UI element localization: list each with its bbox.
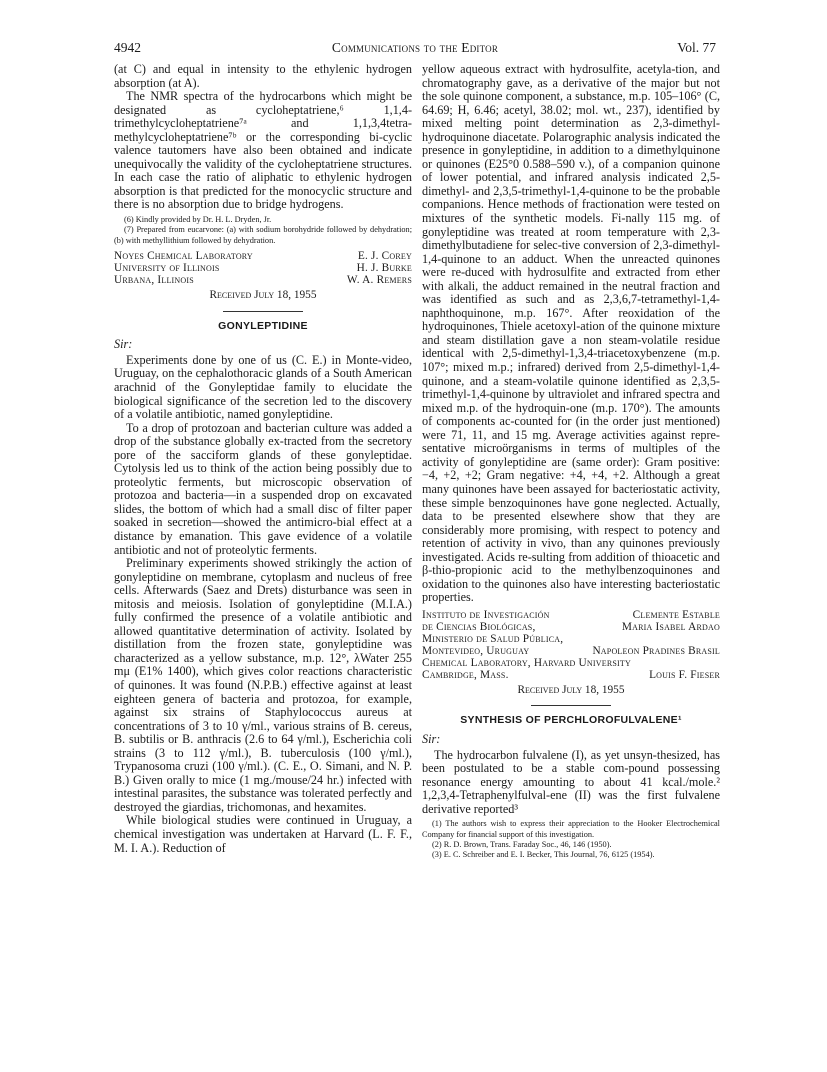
affiliation-line: University of Illinois <box>114 262 220 275</box>
body-paragraph: To a drop of protozoan and bacterian culture was added a drop of the substance globally ex-tracted from the secretory pore of the sacciform glands of these gonyleptidae. Cytolysis led us to think of the action being possibly due to proteolytic ferments, but microscopic observation of protozoa and bacteria—in a suspended drop on excavated slides, the bottom of which had a small disc of filter paper soaked in secretion—showed the antimicro-bial effect at a distance by emanation. This gave evidence of a volatile antibiotic and not of proteolytic ferments. <box>114 420 412 557</box>
salutation: Sir: <box>422 731 441 746</box>
author-name: E. J. Corey <box>357 250 412 263</box>
affiliation-line: Ministerio de Salud Pública, <box>422 632 564 645</box>
footnote-1: (1) The authors wish to express their appreciation to the Hooker Electrochemical Company for financial support of this investigation. <box>422 819 720 839</box>
page-header <box>114 40 716 58</box>
affiliation-line: Noyes Chemical Laboratory <box>114 250 253 263</box>
author-name: Clemente Estable <box>632 608 720 621</box>
journal-section-title: Communications to the Editor <box>331 40 499 55</box>
right-column <box>422 63 720 861</box>
affiliation-block <box>114 250 412 286</box>
page-number: 4942 <box>114 40 141 55</box>
body-paragraph: yellow aqueous extract with hydrosulfite, acetyla-tion, and chromatography gave, as a derivative of the major but not the sole quinone component, a substance, m.p. 105–106° (C, 64.69; H, 6.46; acetyl, 38.02; mol. wt., 237), identified by mixed melting point determination as 2,3-dimethyl-hydroquinone diacetate. Polarographic analysis indicated the presence in gonyleptidine, in addition to a dimethylquinone or quinones (E25°0 0.588–590 v.), of a companion quinone of lower potential, and infrared analysis indicated 2,5-dimethyl- and 2,3,5-trimethyl-1,4-quinone to be the probable companions. Hence methods of fractionation were tested on mixtures of the synthetic models. Fi-nally 115 mg. of gonyleptidine was treated at room temperature with 2,3-dimethylbutadiene for selec-tive conversion of 2,3-dimethyl-1,4-quinone to an adduct. When the unreacted quinones were re-duced with hydrosulfite and extracted from ether with alkali, the adduct remained in the neutral fraction and was identified as such and as 2,3,6,7-tetramethyl-1,4-naphthoquinone, m.p. 167°. After reoxidation of the hydroquinones, Thiele acetoxyl-ation of the quinone mixture and steam distillation gave a non steam-volatile residue identical with 2,5-dimethyl-1,3,4-triacetoxybenzene (m.p. 107°; mixed m.p.; infrared) derived from 2,5-dimethyl-1,4-quinone, and a steam-volatile quinone identified as 2,3,5-trimethyl-1,4-quinone by ultraviolet and infrared spectra and mixed m.p. of the hydroquin-one (m.p. 170°). The amounts of components ac-counted for (in the order just mentioned) were 71, 11, and 15 mg. Average activities against repre-sentative microörganisms in terms of multiples of the activity of gonyleptidine are (same order): Gram positive: −4, +2, +2; Gram negative: +4, +4, +2. Although a great many quinones have been assayed for bacteriostatic activity, these simple benzoquinones have gone neglected. Actually, data to be presented elsewhere show that they are considerably more promising, with respect to potency and retention of activity in vivo, than any quinones previously investigated. Acids re-sulting from addition of thioacetic and β-thio-propionic acid to the methylbenzoquinones and oxidation to the quinones also have interesting bacteriostatic properties. <box>422 62 720 605</box>
body-paragraph: Preliminary experiments showed strikingly the action of gonyleptidine on membrane, cytoplasm and nucleus of free cells. Afterwards (Saez and Drets) disturbance was seen in mitosis and meiosis. Isolation of gonyleptidine (M.I.A.) fully confirmed the presence of a volatile antibiotic and allowed quantitative determination of activity. Isolated by distillation from the frozen state, gonyleptidine was characterized as a yellow substance, m.p. 12°, λWater 255 mμ (E1% 1400), which gives color reactions characteristic of quinones. It was found (N.P.B.) effective against at least eighteen genera of bacteria and protozoa, for example, against six strains of Staphylococcus aureus at concentrations of 3 to 10 γ/ml., various strains of B. cereus, B. subtilis or B. anthracis (2.6 to 64 γ/ml.), Escherichia coli strains (3 to 112 γ/ml.), B. tuberculosis (100 γ/ml.), Trypanosoma cruzi (100 γ/ml.). (C. E., O. Simani, and N. P. B.) Given orally to mice (1 mg./mouse/24 hr.) infected with intestinal parasites, the substance was tolerated perfectly and destroyed the giardias, trichomonas, and hexamites. <box>114 556 412 814</box>
volume-label: Vol. 77 <box>677 40 716 55</box>
affiliation-line: Montevideo, Uruguay <box>422 644 530 657</box>
footnote-3: (3) E. C. Schreiber and E. I. Becker, This Journal, 76, 6125 (1954). <box>432 850 655 860</box>
continuation-paragraph: (at C) and equal in intensity to the ethylenic hydrogen absorption (at A). <box>114 62 412 90</box>
article-title: GONYLEPTIDINE <box>218 319 308 332</box>
section-divider <box>223 311 303 312</box>
body-paragraph: Experiments done by one of us (C. E.) in Monte-video, Uruguay, on the cephalothoracic glands of a South American arachnid of the Gonyleptidae family to elucidate the biological significance of the secretion led to the discovery of a volatile antibiotic, named gonyleptidine. <box>114 352 412 422</box>
footnote-6: (6) Kindly provided by Dr. H. L. Dryden, Jr. <box>124 215 272 225</box>
received-date: Received July 18, 1955 <box>209 289 317 302</box>
section-divider <box>531 705 611 706</box>
affiliation-line: Urbana, Illinois <box>114 274 194 287</box>
body-paragraph: The hydrocarbon fulvalene (I), as yet unsyn-thesized, has been postulated to be a stable com-pound possessing resonance energy amounting to about 41 kcal./mole.² 1,2,3,4-Tetraphenylfulval-ene (II) was the first fulvalene derivative reported³ <box>422 747 720 816</box>
affiliation-line: Cambridge, Mass. <box>422 668 509 681</box>
left-column <box>114 63 412 855</box>
affiliation-block <box>422 609 720 681</box>
author-name: Napoleon Pradines Brasil <box>592 644 720 657</box>
author-name: Maria Isabel Ardao <box>621 620 720 633</box>
author-name: H. J. Burke <box>356 262 412 275</box>
author-name: Louis F. Fieser <box>649 668 720 681</box>
article-title: SYNTHESIS OF PERCHLOROFULVALENE¹ <box>460 714 682 727</box>
footnote-2: (2) R. D. Brown, Trans. Faraday Soc., 46, 146 (1950). <box>432 840 612 850</box>
body-paragraph: While biological studies were continued in Uruguay, a chemical investigation was undertaken at Harvard (L. F. F., M. I. A.). Reduction of <box>114 813 412 855</box>
affiliation-line: Instituto de Investigación <box>422 608 550 621</box>
salutation: Sir: <box>114 337 133 352</box>
nmr-paragraph: The NMR spectra of the hydrocarbons which might be designated as cycloheptatriene,⁶ 1,1,4-trimethylcycloheptatriene⁷ᵃ and 1,1,3,4tetra-methylcycloheptatriene⁷ᵇ or the corresponding bi-cyclic valence tautomers have also been obtained and indicate unequivocally the validity of the cycloheptatriene structures. In each case the ratio of aliphatic to ethylenic hydrogen absorption is that predicted for the monocyclic structure and there is no absorption due to bridge hydrogens. <box>114 89 412 212</box>
affiliation-line: Chemical Laboratory, Harvard University <box>422 656 631 669</box>
author-name: W. A. Remers <box>346 274 412 287</box>
affiliation-line: de Ciencias Biológicas, <box>422 620 536 633</box>
footnote-7: (7) Prepared from eucarvone: (a) with sodium borohydride followed by dehydration; (b) with methyllithium followed by dehydration. <box>114 225 412 245</box>
received-date: Received July 18, 1955 <box>517 683 625 696</box>
